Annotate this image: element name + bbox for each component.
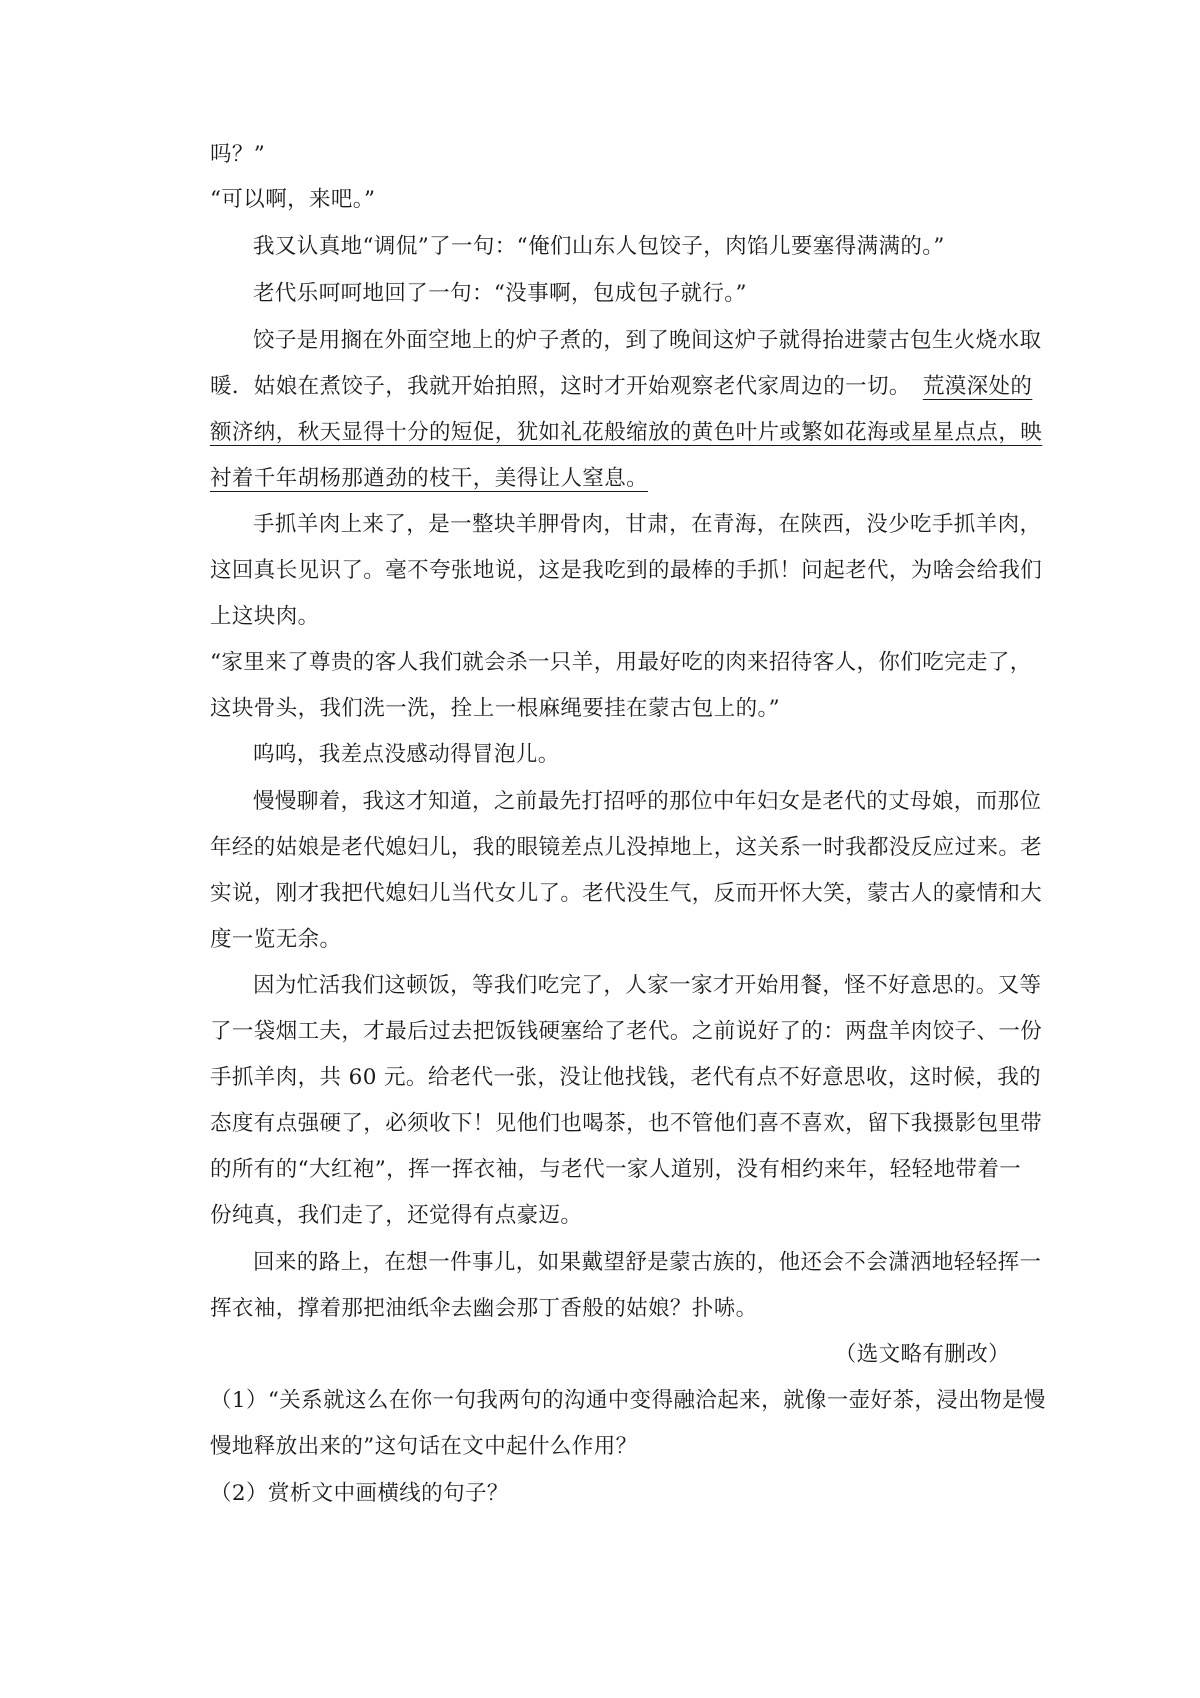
text-line: 饺子是用搁在外面空地上的炉子煮的，到了晚间这炉子就得抬进蒙古包生火烧水取 [253, 328, 1042, 353]
text-line: 我又认真地“调侃”了一句：“俺们山东人包饺子，肉馅儿要塞得满满的。” [253, 234, 945, 259]
text-line: “家里来了尊贵的客人我们就会杀一只羊，用最好吃的肉来招待客人，你们吃完走了， [210, 650, 1032, 675]
text-line: 度一览无余。 [210, 927, 342, 952]
text-line: 态度有点强硬了，必须收下！见他们也喝茶，也不管他们喜不喜欢，留下我摄影包里带 [210, 1111, 1043, 1136]
text-line: 上这块肉。 [210, 604, 320, 629]
text-line: 这块骨头，我们洗一洗，拴上一根麻绳要挂在蒙古包上的。” [210, 696, 781, 721]
underlined-sentence: 荒漠深处的 [922, 374, 1033, 399]
text-line: 慢慢聊着，我这才知道，之前最先打招呼的那位中年妇女是老代的丈母娘，而那位 [253, 789, 1042, 814]
text-line: 的所有的“大红袍”，挥一挥衣袖，与老代一家人道别，没有相约来年，轻轻地带着一 [210, 1157, 1022, 1182]
text-line: 老代乐呵呵地回了一句：“没事啊，包成包子就行。” [253, 281, 747, 306]
text-span: 暖．姑娘在煮饺子，我就开始拍照，这时才开始观察老代家周边的一切。 [210, 374, 911, 399]
text-line: “可以啊，来吧。” [210, 187, 376, 212]
text-line: 年经的姑娘是老代媳妇儿，我的眼镜差点儿没掉地上，这关系一时我都没反应过来。老 [210, 835, 1043, 860]
text-line: 挥衣袖，撑着那把油纸伞去幽会那丁香般的姑娘？扑哧。 [210, 1296, 758, 1321]
text-line: 手抓羊肉，共 60 元。给老代一张，没让他找钱，老代有点不好意思收，这时候，我的 [210, 1065, 1042, 1090]
text-line: 吗？” [210, 142, 266, 167]
question-1: （1）“关系就这么在你一句我两句的沟通中变得融洽起来，就像一壶好茶，浸出物是慢 [210, 1388, 1046, 1413]
text-line: 份纯真，我们走了，还觉得有点豪迈。 [210, 1203, 583, 1228]
text-line: 手抓羊肉上来了，是一整块羊胛骨肉，甘肃，在青海，在陕西，没少吃手抓羊肉， [253, 512, 1042, 537]
question-2: （2）赏析文中画横线的句子？ [210, 1481, 509, 1506]
text-line: 呜呜，我差点没感动得冒泡儿。 [253, 742, 560, 767]
text-line: 回来的路上，在想一件事儿，如果戴望舒是蒙古族的，他还会不会潇洒地轻轻挥一 [253, 1250, 1042, 1275]
text-line: 因为忙活我们这顿饭，等我们吃完了，人家一家才开始用餐，怪不好意思的。又等 [253, 973, 1042, 998]
text-line: 这回真长见识了。毫不夸张地说，这是我吃到的最棒的手抓！问起老代，为啥会给我们 [210, 558, 1043, 583]
text-line: 了一袋烟工夫，才最后过去把饭钱硬塞给了老代。之前说好了的：两盘羊肉饺子、一份 [210, 1019, 1043, 1044]
underlined-sentence: 衬着千年胡杨那遒劲的枝干，美得让人窒息。 [210, 466, 649, 491]
question-1-continued: 慢地释放出来的”这句话在文中起什么作用？ [210, 1434, 638, 1459]
source-note: （选文略有删改） [834, 1342, 1010, 1367]
text-line [210, 372, 1032, 402]
text-line: 实说，刚才我把代媳妇儿当代女儿了。老代没生气，反而开怀大笑，蒙古人的豪情和大 [210, 881, 1043, 906]
underlined-sentence: 额济纳，秋天显得十分的短促，犹如礼花般缩放的黄色叶片或繁如花海或星星点点，映 [210, 420, 1043, 445]
